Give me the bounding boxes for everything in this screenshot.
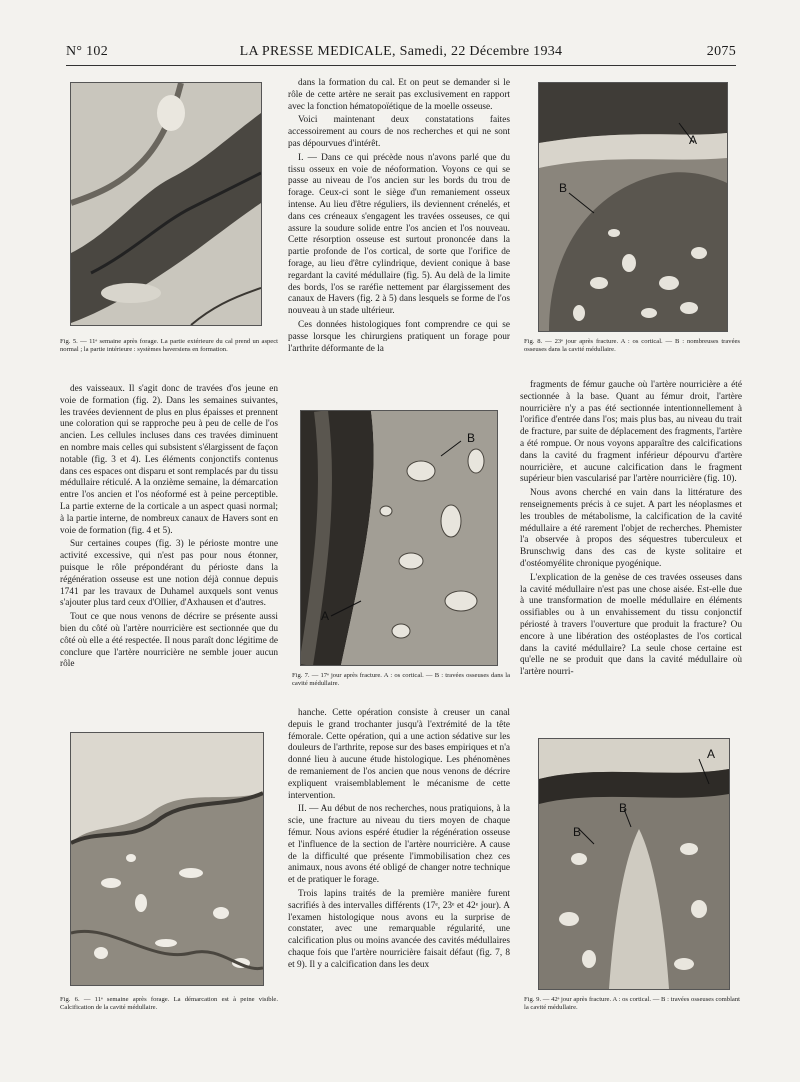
- paragraph: I. — Dans ce qui précède nous n'avons parlé que du tissu osseux en voie de néoformation. Voyons ce qui se passe au niveau de l'os ancien sur les bords du trou de forage. Ceux-ci sont le siège d'un remaniement osseux intense. Au lieu d'être réguliers, ils deviennent crénelés, et dans ces créneaux s'engagent les travées osseuses, ce qui assure la soudure solide entre l'os ancien et l'os nouveau. Cette résorption osseuse est surtout prononcée dans la partie profonde de l'os cortical, de sorte que l'orifice de forage, au lieu d'être cylindrique, devient conique à base regardant la cavité médullaire (fig. 5). Au delà de la limite des bords, l'os se raréfie nettement par élargissement des canaux de Havers (fig. 2 à 5) dans lesquels se forme de l'os nouveau à un stade ultérieur.: [288, 152, 510, 317]
- figure-9-image: [538, 738, 730, 990]
- column-2-top-text: [288, 78, 510, 355]
- figure-5-caption: Fig. 5. — 11ᵉ semaine après forage. La partie extérieure du cal prend un aspect normal ; la partie intérieure : systèmes haversiens en formation.: [60, 338, 278, 353]
- paragraph: des vaisseaux. Il s'agit donc de travées d'os jeune en voie de formation (fig. 2). Dans les semaines suivantes, les travées deviennent de plus en plus épaisses et prennent une coloration qui se rapproche peu à peu de celle de l'os ancien. Les cellules incluses dans ces travées diminuent en nombre mais celles qui subsistent s'élargissent de façon notable (fig. 3 et 4). Les éléments conjonctifs contenus dans ces espaces ont disparu et sont remplacés par du tissu médullaire réticulé. A la onzième semaine, la démarcation entre l'os ancien et l'os néoformé est à peine perceptible. La partie externe de la corticale a un aspect quasi normal; à la partie interne, de nombreux canaux de Havers sont en voie de formation (fig. 4 et 5).: [60, 384, 278, 536]
- paragraph: Nous avons cherché en vain dans la littérature des renseignements précis à ce sujet. A part les néoplasmes et les troubles de métabolisme, la calcification de la cavité médullaire a été rarement l'objet de recherches. Phemister l'a observée à propos des séquestres tuberculeux et Brunschwig dans des cas de kyste solitaire et d'ostéomyélite chronique pyogénique.: [520, 488, 742, 569]
- figure-8-label-a: A: [689, 133, 698, 147]
- figure-7-caption: Fig. 7. — 17ᵉ jour après fracture. A : os cortical. — B : travées osseuses dans la cavité médullaire.: [292, 672, 510, 687]
- page-number: 2075: [706, 44, 736, 59]
- figure-9-label-b1: B: [573, 825, 582, 839]
- paragraph: fragments de fémur gauche où l'artère nourricière a été sectionnée à la base. Quant au fémur droit, l'artère nourricière n'y a pas été sectionnée intentionnellement à l'orifice d'entrée dans l'os; mais plus bas, au niveau du trait de fracture, par suite de déplacement des fragments, l'artère a été rompue. Or nous voyons apparaître des calcifications dans la cavité du fragment inférieur dépourvu d'artère nourricière, et aucune calcification dans le fragment supérieur bien vascularisé par l'artère nourricière (fig. 10).: [520, 380, 742, 485]
- column-1-text: [60, 384, 278, 671]
- figure-7-label-b: B: [467, 431, 476, 445]
- issue-number: N° 102: [66, 44, 109, 59]
- figure-8-label-b: B: [559, 181, 568, 195]
- header-rule: [66, 65, 736, 66]
- journal-title: LA PRESSE MEDICALE, Samedi, 22 Décembre 1934: [239, 44, 563, 59]
- figure-7-label-a: A: [321, 609, 330, 623]
- paragraph: II. — Au début de nos recherches, nous pratiquions, à la scie, une fracture au niveau du tiers moyen de chaque fémur. Nous avions espéré étudier la régénération osseuse et l'influence de la section de l'artère nourricière. A cause de la difficulté que présente l'immobilisation chez ces animaux, nous avons été obligé de changer notre technique et de pratiquer le forage.: [288, 804, 510, 886]
- figure-8-image: [538, 82, 728, 332]
- figure-6-caption: Fig. 6. — 11ᵉ semaine après forage. La démarcation est à peine visible. Calcification de la cavité médullaire.: [60, 996, 278, 1011]
- column-2-bottom-text: [288, 708, 510, 972]
- paragraph: Sur certaines coupes (fig. 3) le périoste montre une activité excessive, qui n'est pas pour nous étonner, puisque le rôle prépondérant du périoste dans la régénération osseuse est une notion déjà connue depuis 1741 par les travaux de Duhamel auxquels sont venus s'ajouter plus tard ceux d'Ollier, d'Axhausen et d'autres.: [60, 539, 278, 609]
- paragraph: hanche. Cette opération consiste à creuser un canal depuis le grand trochanter jusqu'à l'extrémité de la tête fémorale. Cette opération, qui a une action sédative sur les douleurs de l'arthrite, repose sur des bases empiriques et n'a donné lieu à aucune étude histologique. Les phénomènes de remaniement de l'os ancien que nous venons de décrire expliquent vraisemblablement le mécanisme de cette intervention.: [288, 708, 510, 801]
- paragraph: dans la formation du cal. Et on peut se demander si le rôle de cette artère ne serait pas exclusivement en rapport avec la fonction hématopoïétique de la moelle osseuse.: [288, 78, 510, 112]
- paragraph: L'explication de la genèse de ces travées osseuses dans la cavité médullaire n'est pas une chose aisée. Est-elle due à une transformation de moelle médullaire en éléments ossifiables ou à un envahissement du tissu conjonctif périosté à travers l'ouverture que produit la fracture? Ou encore à une libération des ostéoplastes de l'os cortical dans la cavité médullaire? La seule chose certaine est qu'elle ne se produit que dans la cavité médullaire où l'artère nourri-: [520, 572, 742, 678]
- figure-8-caption: Fig. 8. — 23ᵉ jour après fracture. A : os cortical. — B : nombreuses travées osseuses dans la cavité médullaire.: [524, 338, 740, 353]
- figure-9-label-a: A: [707, 747, 716, 761]
- paragraph: Trois lapins traités de la première manière furent sacrifiés à des intervalles différents (17ᵉ, 23ᵉ et 42ᵉ jour). A l'examen histologique nous avons eu la surprise de constater, avec une remarquable régularité, une calcification plus ou moins avancée des cavités médullaires chaque fois que l'artère nourricière faisait défaut (fig. 7, 8 et 9). Il y a calcification dans les deux: [288, 888, 510, 970]
- page-header: [66, 44, 736, 66]
- column-3-text: [520, 380, 742, 679]
- figure-9-caption: Fig. 9. — 42ᵉ jour après fracture. A : os cortical. — B : travées osseuses comblant la cavité médullaire.: [524, 996, 740, 1011]
- figure-6-image: [70, 732, 264, 986]
- figure-9-label-b2: B: [619, 801, 628, 815]
- paragraph: Tout ce que nous venons de décrire se présente aussi bien du côté où l'artère nourricière est sectionnée que du côté où elle a été respectée. Il nous paraît donc légitime de conclure que l'artère nourricière ne semble jouer aucun rôle: [60, 612, 278, 670]
- figure-5-image: [70, 82, 262, 326]
- paragraph: Ces données histologiques font comprendre ce qui se passe lorsque les chirurgiens pratiquent un forage pour l'arthrite déformante de la: [288, 319, 510, 354]
- paragraph: Voici maintenant deux constatations faites accessoirement au cours de nos recherches et qui ne sont pas dépourvues d'intérêt.: [288, 115, 510, 149]
- figure-7-image: [300, 410, 498, 666]
